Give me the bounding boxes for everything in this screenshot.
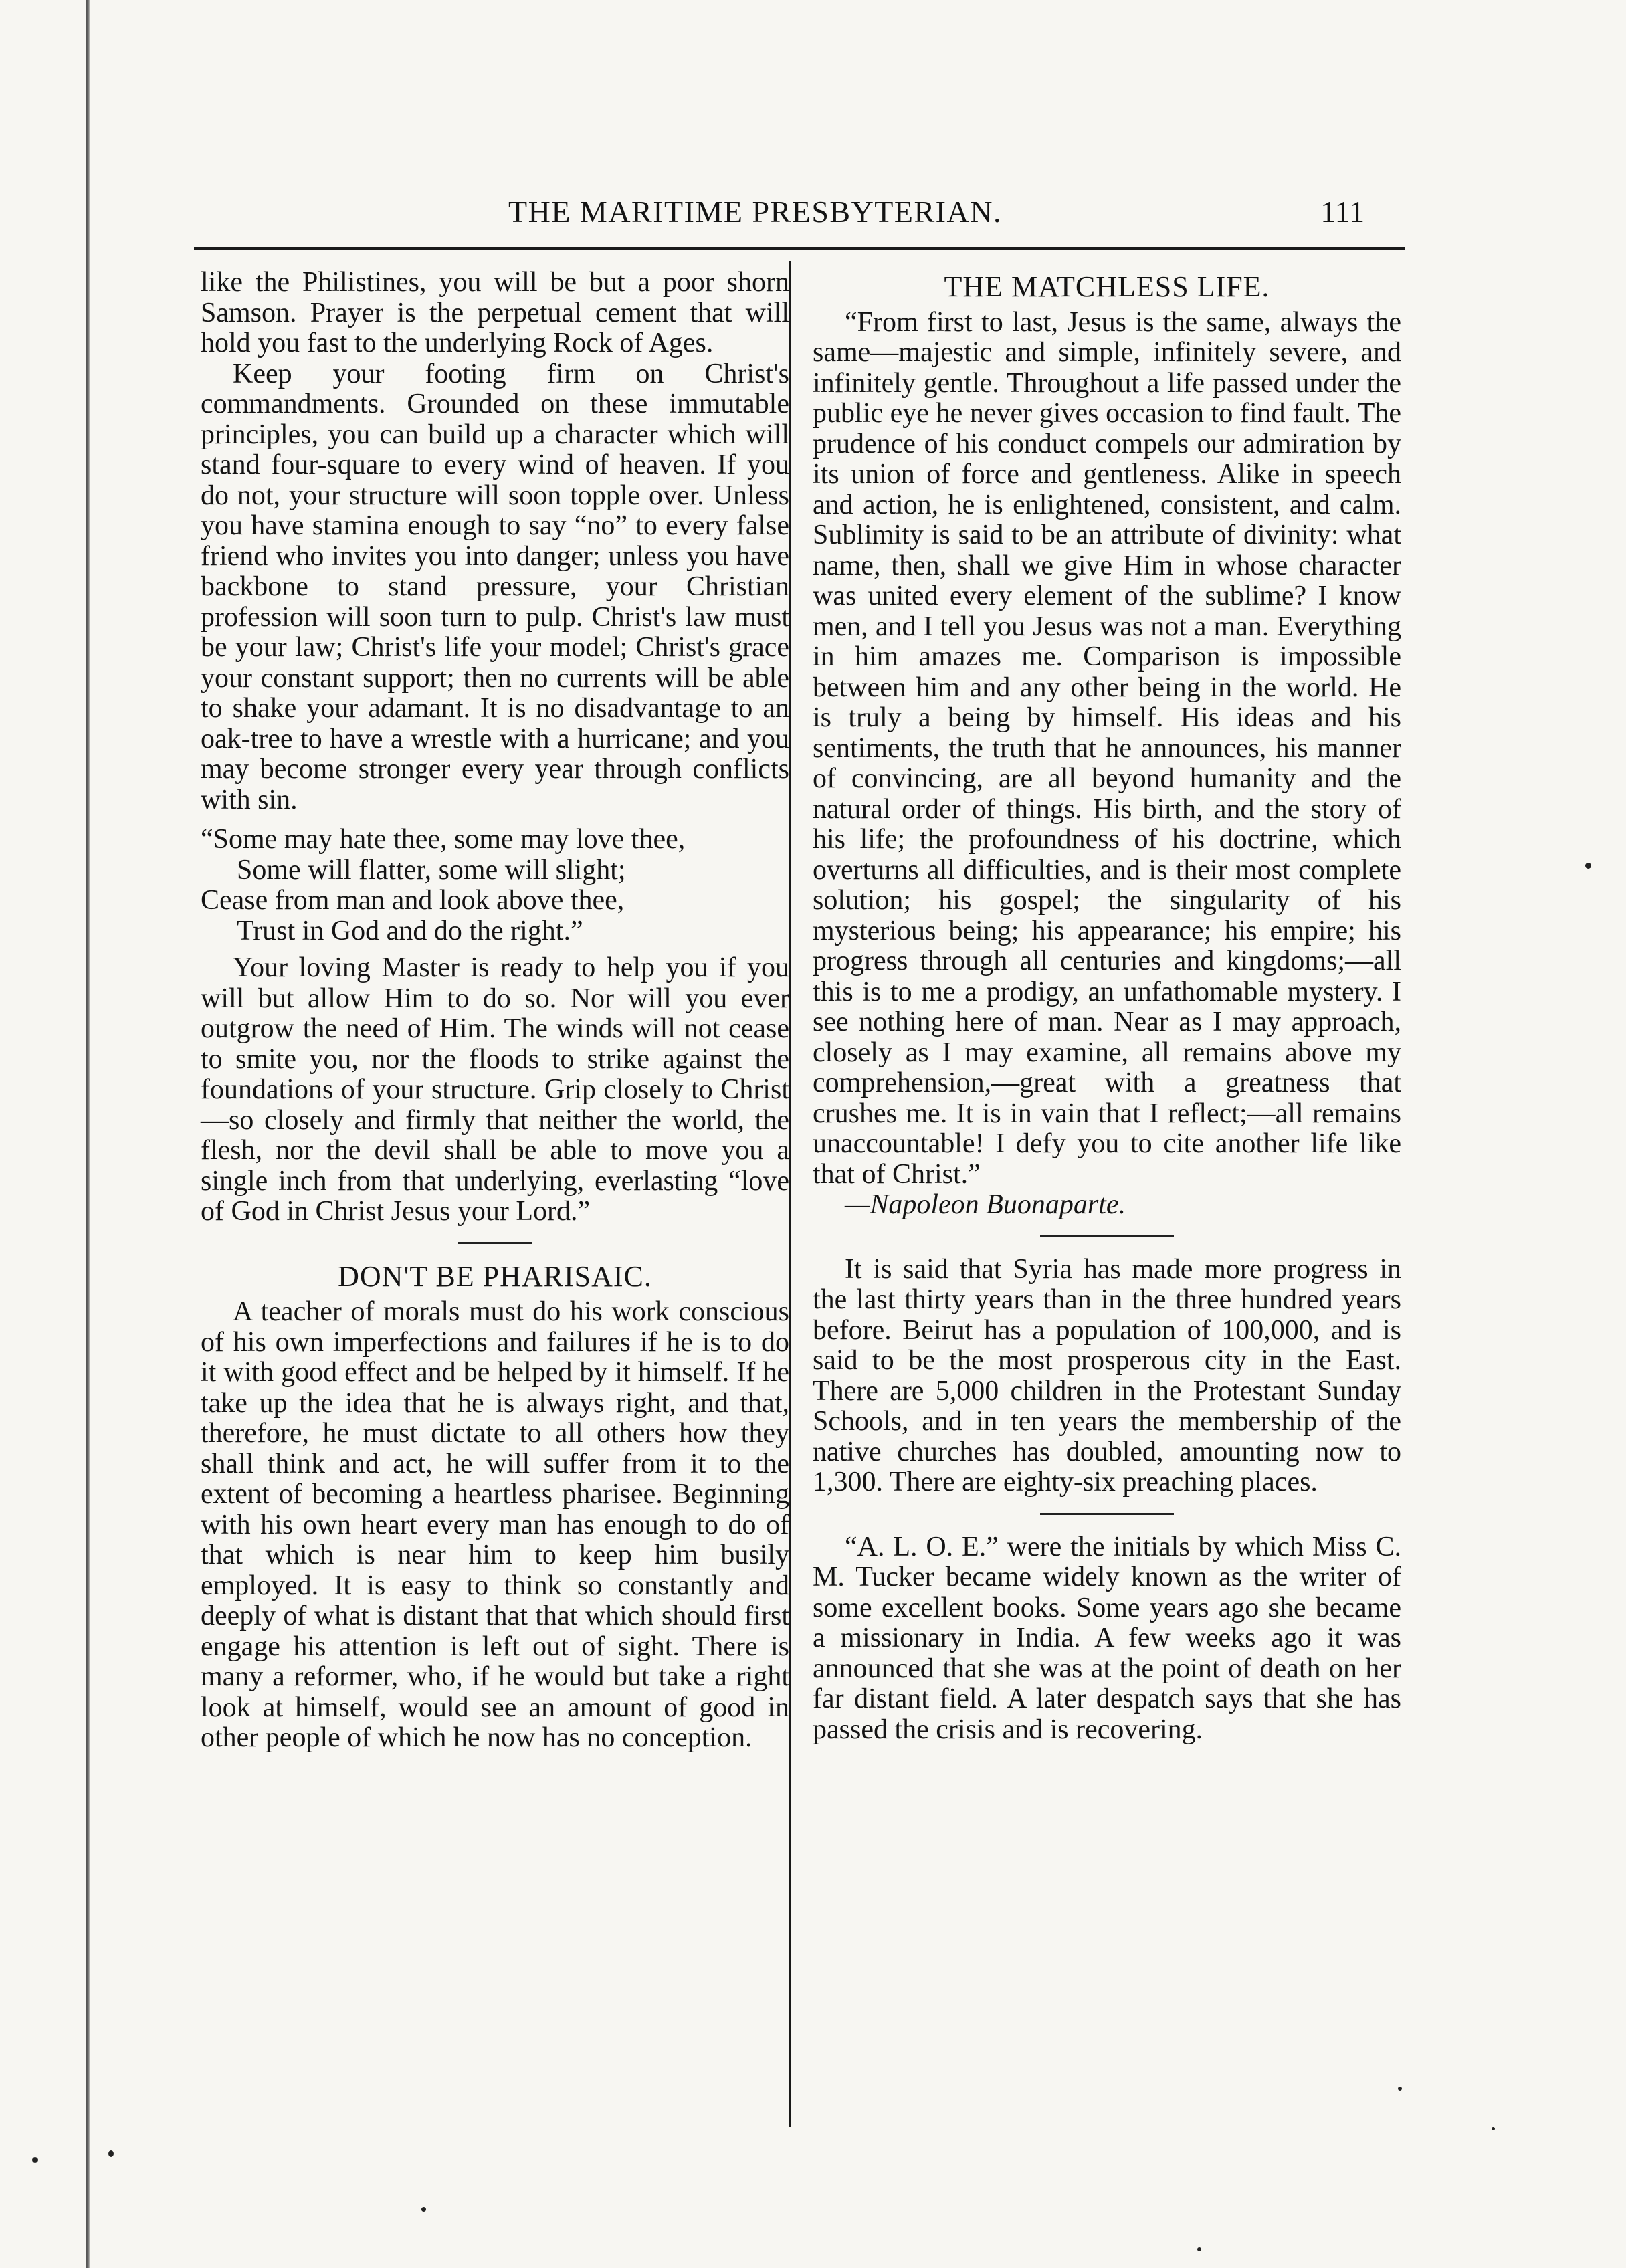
poem-line: Some will flatter, some will slight; [237,854,626,886]
paragraph: “A. L. O. E.” were the initials by which Miss C. M. Tucker became widely known as the writer of some excellent books. Some years ago she became a missionary in India. A few weeks ago it was announced that she was at the point of death on her far distant field. A later despatch says that she has passed the crisis and is recovering. [813,1531,1401,1745]
page-number: 111 [1320,195,1364,229]
paragraph: “From first to last, Jesus is the same, always the same—majestic and simple, infinitely severe, and infinitely gentle. Throughout a life passed under the public eye he never gives occasion to find fault. The prudence of his conduct compels our admiration by its union of force and gentleness. Alike in speech and action, he is enlightened, consistent, and calm. Sublimity is said to be an attribute of divinity: what name, then, shall we give Him in whose character was united every element of the sublime? I know men, and I tell you Jesus was not a man. Everything in him amazes me. Comparison is impossible between him and any other being in the world. He is truly a being by himself. His ideas and his sentiments, the truth that he announces, his manner of convincing, are all beyond humanity and the natural order of things. His birth, and the story of his life; the profoundness of his doctrine, which overturns all difficulties, and is their most complete solution; his gospel; the singularity of his mysterious being; his appearance; his empire; his progress through all centuries and kingdoms;—all this is to me a prodigy, an unfathomable mystery. I see nothing here of man. Near as I may approach, closely as I may examine, all remains above my comprehension,—great with a greatness that crushes me. It is in vain that I reflect;—all remains unaccountable! I defy you to cite another life like that of Christ.” [813,306,1401,1190]
scan-speck [32,2157,38,2163]
article-heading: THE MATCHLESS LIFE. [944,270,1270,303]
poem-line: “Some may hate thee, some may love thee, [201,824,686,855]
section-separator [1040,1513,1174,1515]
scan-speck [1398,2087,1402,2091]
paragraph: Keep your footing firm on Christ's commandments. Grounded on these immutable principles, you can build up a character which will stand four-square to every wind of heaven. If you do not, your structure will soon topple over. Unless you have stamina enough to say “no” to every false friend who invites you into danger; unless you have backbone to stand pressure, your Christian profession will soon turn to pulp. Christ's law must be your law; Christ's life your model; Christ's grace your constant support; then no currents will be able to shake your adamant. It is no disadvantage to an oak-tree to have a wrestle with a hurricane; and you may become stronger every year through conflicts with sin. [201,358,789,815]
paragraph: A teacher of morals must do his work conscious of his own imperfections and failures if he is to do it with good effect and be helped by it himself. If he take up the idea that he is always right, and that, therefore, he must dictate to all others how they shall think and act, he will suffer from it to the extent of becoming a heartless pharisee. Beginning with his own heart every man has enough to do of that which is near him to keep him busily employed. It is easy to think so constantly and deeply of what is distant that that which should first engage his attention is left out of sight. There is many a reformer, who, if he would but take a right look at himself, would see an amount of good in other people of which he now has no conception. [201,1296,789,1753]
column-divider [789,261,791,2127]
attribution: —Napoleon Buonaparte. [845,1189,1126,1220]
section-separator [1040,1235,1174,1237]
binding-edge-line [86,0,90,2268]
poem-line: Trust in God and do the right.” [237,915,583,946]
right-column [813,268,1401,1745]
paragraph: Your loving Master is ready to help you if you will but allow Him to do so. Nor will you ever outgrow the need of Him. The winds will not cease to smite you, nor the floods to strike against the foundations of your structure. Grip closely to Christ—so closely and firmly that neither the world, the flesh, nor the devil shall be able to move you a single inch from that underlying, everlasting “love of God in Christ Jesus your Lord.” [201,952,789,1227]
scan-speck [421,2207,426,2212]
scan-speck [1197,2247,1201,2251]
article-heading: DON'T BE PHARISAIC. [338,1259,652,1293]
scan-speck [1585,863,1591,869]
page-header [194,194,1405,237]
paragraph: like the Philistines, you will be but a poor shorn Samson. Prayer is the perpetual cement that will hold you fast to the underlying Rock of Ages. [201,267,789,358]
paragraph: It is said that Syria has made more progress in the last thirty years than in the three hundred years before. Beirut has a population of 100,000, and is said to be the most prosperous city in the East. There are 5,000 children in the Protestant Sunday Schools, and in ten years the membership of the native churches has doubled, amounting now to 1,300. There are eighty-six preaching places. [813,1253,1401,1498]
left-column [201,268,789,1754]
poem-line: Cease from man and look above thee, [201,885,625,916]
section-separator [458,1242,532,1244]
poem-quote [201,825,789,946]
scan-speck [108,2150,114,2157]
publication-title: THE MARITIME PRESBYTERIAN. [508,195,1002,229]
scan-speck [1492,2127,1495,2130]
header-rule [194,247,1405,250]
